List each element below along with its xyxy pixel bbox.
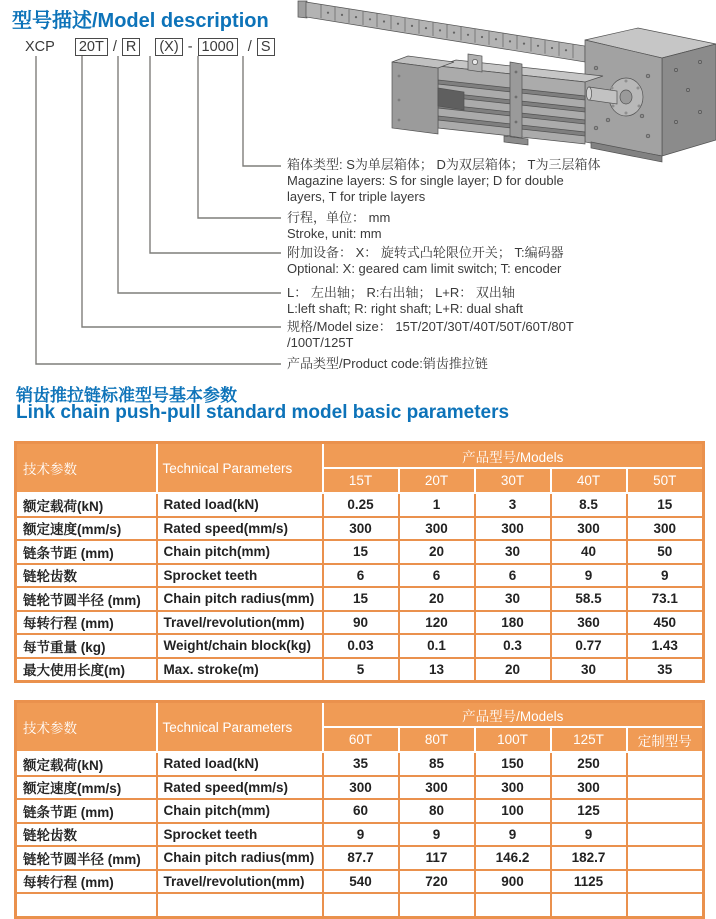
value-cell: 6 (399, 564, 475, 588)
table-row (16, 587, 704, 611)
value-cell (551, 893, 627, 917)
value-cell: 73.1 (627, 587, 704, 611)
value-cell: 300 (551, 517, 627, 541)
value-cell: 5 (323, 658, 399, 682)
param-en-cell: Rated load(kN) (157, 752, 323, 776)
table-row (16, 823, 704, 847)
callout-magazine-type (287, 157, 600, 205)
table-row (16, 564, 704, 588)
table-row (16, 799, 704, 823)
table-row (16, 776, 704, 800)
value-cell: 60 (323, 799, 399, 823)
value-cell: 250 (551, 752, 627, 776)
value-cell: 100 (475, 799, 551, 823)
parameters-table-large-models (14, 700, 705, 919)
value-cell: 20 (399, 587, 475, 611)
value-cell: 3 (475, 493, 551, 517)
header-param-en: Technical Parameters (157, 443, 323, 494)
param-zh-cell: 每转行程 (mm) (16, 611, 157, 635)
value-cell: 8.5 (551, 493, 627, 517)
value-cell (627, 752, 704, 776)
param-zh-cell: 链条节距 (mm) (16, 540, 157, 564)
table-header-row (16, 702, 704, 728)
page-title: 型号描述/Model description (12, 10, 269, 32)
value-cell: 9 (551, 564, 627, 588)
mounting-strap (510, 62, 522, 138)
value-cell: 900 (475, 870, 551, 894)
callout-model-size (287, 319, 574, 351)
value-cell: 300 (475, 517, 551, 541)
value-cell (627, 870, 704, 894)
header-models-label: 产品型号/Models (323, 443, 704, 469)
table-row (16, 893, 704, 917)
value-cell: 15 (323, 587, 399, 611)
table-row (16, 634, 704, 658)
header-param-zh: 技术参数 (16, 443, 157, 494)
param-zh-cell: 链轮齿数 (16, 823, 157, 847)
callout-line: 行程，单位： mm (287, 210, 391, 225)
header-model: 50T (627, 468, 704, 493)
value-cell: 0.3 (475, 634, 551, 658)
value-cell: 6 (323, 564, 399, 588)
header-model: 125T (551, 727, 627, 752)
section-title-zh: 销齿推拉链标准型号基本参数 (16, 386, 237, 405)
model-code-separator: / (112, 39, 117, 55)
param-en-cell: Rated speed(mm/s) (157, 776, 323, 800)
value-cell (627, 846, 704, 870)
model-code-prefix: XCP (25, 39, 55, 55)
value-cell: 300 (627, 517, 704, 541)
param-zh-cell: 额定速度(mm/s) (16, 776, 157, 800)
value-cell: 15 (323, 540, 399, 564)
param-en-cell: Rated speed(mm/s) (157, 517, 323, 541)
value-cell: 30 (475, 587, 551, 611)
value-cell: 300 (475, 776, 551, 800)
model-code-separator: / (247, 39, 252, 55)
param-en-cell: Sprocket teeth (157, 823, 323, 847)
param-zh-cell: 额定载荷(kN) (16, 493, 157, 517)
value-cell: 0.25 (323, 493, 399, 517)
callout-shaft-side (287, 285, 523, 317)
param-en-cell: Weight/chain block(kg) (157, 634, 323, 658)
param-zh-cell: 额定载荷(kN) (16, 752, 157, 776)
value-cell: 6 (475, 564, 551, 588)
value-cell: 9 (627, 564, 704, 588)
table-header-row (16, 443, 704, 469)
chain-arm (306, 2, 585, 62)
value-cell: 0.77 (551, 634, 627, 658)
param-en-cell: Chain pitch(mm) (157, 540, 323, 564)
value-cell: 35 (323, 752, 399, 776)
model-code-shaft: R (122, 38, 140, 56)
table-row (16, 517, 704, 541)
value-cell: 180 (475, 611, 551, 635)
callout-stroke (287, 210, 390, 242)
callout-line: 附加设备： X： 旋转式凸轮限位开关； T:编码器 (287, 245, 564, 260)
value-cell: 40 (551, 540, 627, 564)
callout-line: Magazine layers: S for single layer; D for double (287, 173, 564, 188)
table-row (16, 658, 704, 682)
header-model: 100T (475, 727, 551, 752)
callout-line: Stroke, unit: mm (287, 226, 382, 241)
value-cell: 9 (323, 823, 399, 847)
table-row (16, 870, 704, 894)
header-model: 60T (323, 727, 399, 752)
param-en-cell: Chain pitch(mm) (157, 799, 323, 823)
model-code-stroke: 1000 (198, 38, 238, 56)
value-cell: 30 (551, 658, 627, 682)
header-model: 30T (475, 468, 551, 493)
header-model: 定制型号 (627, 727, 704, 752)
value-cell (399, 893, 475, 917)
value-cell: 35 (627, 658, 704, 682)
param-en-cell: Rated load(kN) (157, 493, 323, 517)
callout-optional-equipment (287, 245, 564, 277)
value-cell: 125 (551, 799, 627, 823)
callout-line: 产品类型/Product code:销齿推拉链 (287, 356, 488, 371)
value-cell: 146.2 (475, 846, 551, 870)
value-cell: 50 (627, 540, 704, 564)
value-cell: 300 (551, 776, 627, 800)
header-model: 40T (551, 468, 627, 493)
value-cell (475, 893, 551, 917)
callout-line: L： 左出轴； R:右出轴； L+R： 双出轴 (287, 285, 515, 300)
value-cell: 90 (323, 611, 399, 635)
param-en-cell: Chain pitch radius(mm) (157, 587, 323, 611)
value-cell: 87.7 (323, 846, 399, 870)
value-cell: 360 (551, 611, 627, 635)
value-cell (627, 823, 704, 847)
param-en-cell: Travel/revolution(mm) (157, 870, 323, 894)
model-code (25, 38, 278, 56)
value-cell: 30 (475, 540, 551, 564)
table-row (16, 846, 704, 870)
value-cell: 120 (399, 611, 475, 635)
table-row (16, 611, 704, 635)
value-cell: 9 (475, 823, 551, 847)
value-cell: 450 (627, 611, 704, 635)
value-cell (627, 776, 704, 800)
value-cell: 80 (399, 799, 475, 823)
callout-line: 规格/Model size： 15T/20T/30T/40T/50T/60T/80T (287, 319, 574, 334)
value-cell: 117 (399, 846, 475, 870)
param-zh-cell: 每转行程 (mm) (16, 870, 157, 894)
param-en-cell: Chain pitch radius(mm) (157, 846, 323, 870)
value-cell: 9 (551, 823, 627, 847)
value-cell: 13 (399, 658, 475, 682)
value-cell (627, 893, 704, 917)
param-zh-cell: 额定速度(mm/s) (16, 517, 157, 541)
param-en-cell: Sprocket teeth (157, 564, 323, 588)
model-code-size: 20T (75, 38, 108, 56)
table-row (16, 752, 704, 776)
product-drawing (286, 0, 716, 158)
value-cell: 1.43 (627, 634, 704, 658)
parameters-table-small-models (14, 441, 705, 683)
value-cell: 300 (399, 776, 475, 800)
param-zh-cell: 链条节距 (mm) (16, 799, 157, 823)
value-cell: 300 (323, 517, 399, 541)
value-cell: 0.1 (399, 634, 475, 658)
value-cell: 20 (475, 658, 551, 682)
value-cell: 58.5 (551, 587, 627, 611)
param-en-cell: Max. stroke(m) (157, 658, 323, 682)
callout-line: Optional: X: geared cam limit switch; T: encoder (287, 261, 562, 276)
model-code-separator: - (187, 39, 193, 55)
header-param-en: Technical Parameters (157, 702, 323, 753)
value-cell: 1125 (551, 870, 627, 894)
housing-side-face (662, 44, 716, 156)
param-en-cell: Travel/revolution(mm) (157, 611, 323, 635)
param-zh-cell: 链轮节圆半径 (mm) (16, 846, 157, 870)
callout-line: layers, T for triple layers (287, 189, 426, 204)
table-row (16, 540, 704, 564)
model-code-optional: (X) (155, 38, 182, 56)
section-title-en: Link chain push-pull standard model basic parameters (16, 402, 510, 423)
callout-line: L:left shaft; R: right shaft; L+R: dual shaft (287, 301, 523, 316)
header-model: 15T (323, 468, 399, 493)
value-cell: 1 (399, 493, 475, 517)
param-zh-cell: 最大使用长度(m) (16, 658, 157, 682)
value-cell: 300 (399, 517, 475, 541)
header-model: 80T (399, 727, 475, 752)
value-cell: 720 (399, 870, 475, 894)
value-cell: 20 (399, 540, 475, 564)
header-models-label: 产品型号/Models (323, 702, 704, 728)
param-zh-cell: 链轮齿数 (16, 564, 157, 588)
rail-end-block (392, 62, 438, 134)
table-row (16, 493, 704, 517)
value-cell: 15 (627, 493, 704, 517)
callout-line: /100T/125T (287, 335, 354, 350)
value-cell: 85 (399, 752, 475, 776)
header-model: 20T (399, 468, 475, 493)
param-zh-cell: 每节重量 (kg) (16, 634, 157, 658)
model-code-magazine: S (257, 38, 275, 56)
chain-end-cap (298, 1, 307, 18)
value-cell (323, 893, 399, 917)
callout-product-code (287, 356, 488, 372)
param-en-cell (157, 893, 323, 917)
value-cell: 300 (323, 776, 399, 800)
value-cell: 182.7 (551, 846, 627, 870)
param-zh-cell (16, 893, 157, 917)
callout-line: 箱体类型: S为单层箱体； D为双层箱体； T为三层箱体 (287, 157, 601, 172)
value-cell: 540 (323, 870, 399, 894)
param-zh-cell: 链轮节圆半径 (mm) (16, 587, 157, 611)
value-cell: 9 (399, 823, 475, 847)
value-cell: 150 (475, 752, 551, 776)
value-cell: 0.03 (323, 634, 399, 658)
header-param-zh: 技术参数 (16, 702, 157, 753)
value-cell (627, 799, 704, 823)
